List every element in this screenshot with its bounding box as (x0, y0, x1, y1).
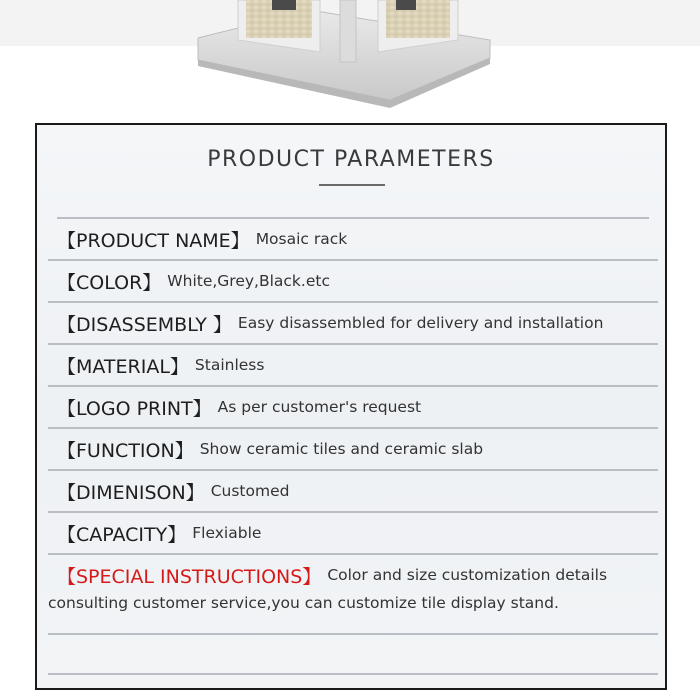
param-key: 【PRODUCT NAME】 (57, 229, 250, 252)
param-row-material (57, 345, 657, 385)
param-key: 【DIMENISON】 (57, 481, 205, 504)
param-row-disassembly (57, 303, 657, 343)
param-value: Mosaic rack (255, 230, 348, 248)
title-underline (319, 184, 385, 186)
param-value: Customed (210, 482, 290, 500)
divider (48, 633, 658, 635)
param-value: Stainless (194, 356, 265, 374)
param-row-dimension (57, 471, 657, 511)
panel-title: PRODUCT PARAMETERS (207, 147, 495, 172)
param-value: Color and size customization details (327, 566, 608, 584)
param-row-product-name (57, 219, 657, 259)
param-value: As per customer's request (217, 398, 422, 416)
param-value: Flexiable (192, 524, 262, 542)
param-value: Show ceramic tiles and ceramic slab (199, 440, 484, 458)
param-key: 【FUNCTION】 (57, 439, 194, 462)
param-key: 【CAPACITY】 (57, 523, 187, 546)
mosaic-rack-product-image (190, 0, 510, 112)
param-row-special-instructions (57, 555, 657, 595)
param-row-color (57, 261, 657, 301)
param-row-logo-print (57, 387, 657, 427)
param-value: Easy disassembled for delivery and installation (237, 314, 604, 332)
product-parameters-panel (35, 123, 667, 690)
param-key: 【COLOR】 (57, 271, 162, 294)
divider (48, 673, 658, 675)
param-key: 【LOGO PRINT】 (57, 397, 212, 420)
param-value: White,Grey,Black.etc (167, 272, 330, 290)
param-key: 【MATERIAL】 (57, 355, 189, 378)
param-row-capacity (57, 513, 657, 553)
param-key-special: 【SPECIAL INSTRUCTIONS】 (57, 565, 322, 588)
param-key: 【DISASSEMBLY 】 (57, 313, 232, 336)
param-row-function (57, 429, 657, 469)
special-instructions-continuation: consulting customer service,you can customize tile display stand. (48, 594, 559, 612)
